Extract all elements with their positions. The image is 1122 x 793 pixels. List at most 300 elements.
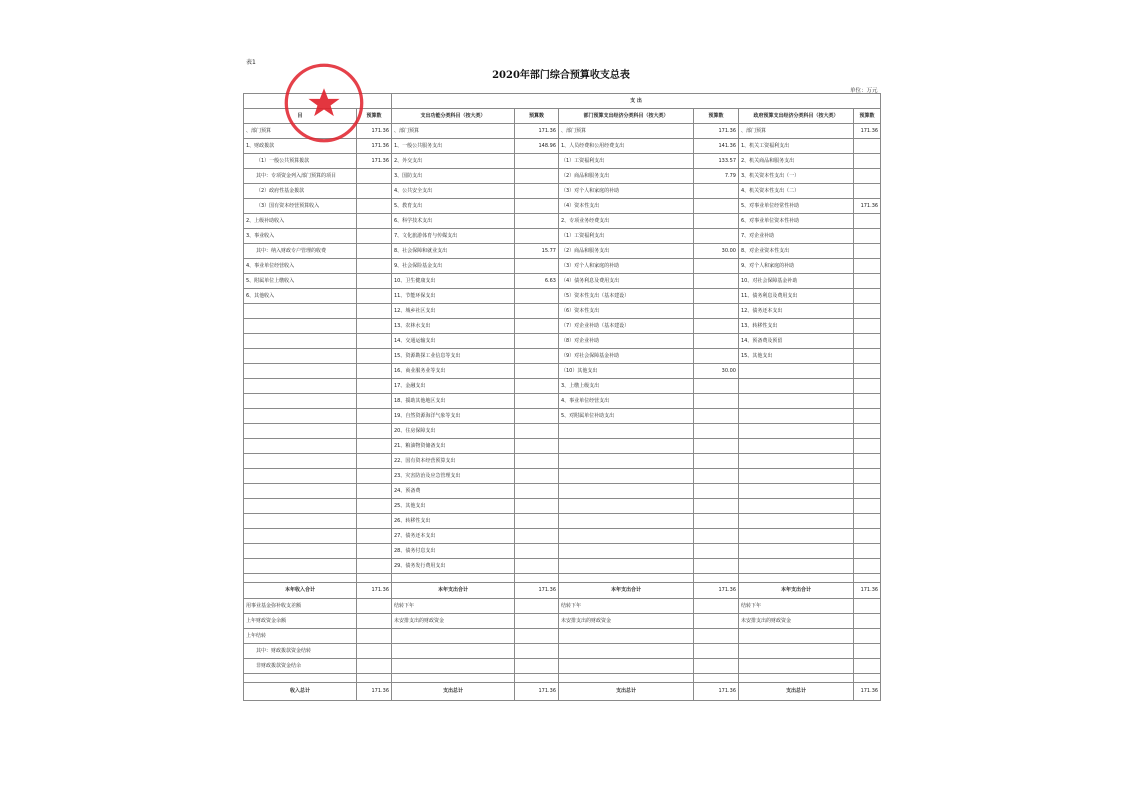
item-cell: 22、国有资本经营预算支出	[392, 454, 515, 469]
amount-cell	[694, 394, 739, 409]
amount-cell	[357, 349, 392, 364]
item-cell	[244, 544, 357, 559]
amount-cell	[515, 469, 559, 484]
amount-cell	[854, 559, 881, 574]
item-cell	[244, 514, 357, 529]
amount-cell	[515, 409, 559, 424]
amount-cell: 171.36	[854, 199, 881, 214]
amount-cell	[515, 169, 559, 184]
item-cell: 25、其他支出	[392, 499, 515, 514]
amount-cell	[357, 379, 392, 394]
item-cell: 5、附属单位上缴收入	[244, 274, 357, 289]
item-cell: 6、对事业单位资本性补助	[739, 214, 854, 229]
item-cell: 未安排支出的财政资金	[392, 614, 515, 629]
amount-cell	[357, 199, 392, 214]
amount-cell	[694, 559, 739, 574]
item-cell: （6）资本性支出	[559, 304, 694, 319]
amount-cell: 7.79	[694, 169, 739, 184]
item-cell: （3）对个人和家庭的补助	[559, 259, 694, 274]
item-cell: （7）对企业补助（基本建设）	[559, 319, 694, 334]
table-row	[244, 259, 881, 274]
table-row	[244, 599, 881, 614]
empty-cell	[739, 574, 854, 583]
item-cell	[244, 529, 357, 544]
amount-cell	[515, 454, 559, 469]
table-row	[244, 629, 881, 644]
table-row	[244, 184, 881, 199]
item-cell	[739, 424, 854, 439]
item-cell: 用事业基金弥补收支差额	[244, 599, 357, 614]
amount-cell	[515, 259, 559, 274]
amount-cell	[357, 499, 392, 514]
item-cell: 15、其他支出	[739, 349, 854, 364]
item-cell	[392, 659, 515, 674]
item-cell: （3）国有资本经营预算收入	[244, 199, 357, 214]
item-cell	[739, 379, 854, 394]
amount-cell	[357, 304, 392, 319]
item-cell: 上年结转	[244, 629, 357, 644]
unit-label: 单位：万元	[850, 88, 878, 94]
item-cell	[244, 469, 357, 484]
item-cell: 9、对个人和家庭的补助	[739, 259, 854, 274]
item-cell: 2、外交支出	[392, 154, 515, 169]
item-cell	[739, 439, 854, 454]
item-cell: 其中：专项资金列入部门预算的项目	[244, 169, 357, 184]
item-cell: 其中：财政拨款资金结转	[244, 644, 357, 659]
amount-cell	[515, 599, 559, 614]
amount-cell	[515, 379, 559, 394]
item-cell: 20、住房保障支出	[392, 424, 515, 439]
expenditure-total-label: 支出总计	[739, 683, 854, 701]
item-cell: 16、商业服务业等支出	[392, 364, 515, 379]
amount-cell	[854, 289, 881, 304]
amount-cell	[854, 659, 881, 674]
empty-cell	[515, 674, 559, 683]
item-cell: 1、人员经费和公用经费支出	[559, 139, 694, 154]
item-cell: 3、事业收入	[244, 229, 357, 244]
table-row	[244, 364, 881, 379]
item-cell	[739, 659, 854, 674]
item-cell: （10）其他支出	[559, 364, 694, 379]
page-title: 2020年部门综合预算收支总表	[492, 70, 630, 81]
amount-cell	[515, 439, 559, 454]
table-row	[244, 409, 881, 424]
amount-cell	[694, 529, 739, 544]
item-cell: 4、公共安全支出	[392, 184, 515, 199]
item-cell	[739, 394, 854, 409]
item-cell: 6、其他收入	[244, 289, 357, 304]
amount-cell	[515, 659, 559, 674]
amount-cell	[854, 469, 881, 484]
amount-cell	[694, 289, 739, 304]
expenditure-subtotal-value: 171.36	[694, 583, 739, 599]
item-cell: 24、预备费	[392, 484, 515, 499]
amount-cell	[854, 379, 881, 394]
amount-cell: 171.36	[357, 154, 392, 169]
empty-cell	[392, 574, 515, 583]
item-cell	[559, 514, 694, 529]
item-cell: 10、卫生健康支出	[392, 274, 515, 289]
item-cell	[559, 484, 694, 499]
amount-cell	[854, 304, 881, 319]
table-row	[244, 614, 881, 629]
amount-cell	[357, 544, 392, 559]
item-cell	[739, 644, 854, 659]
item-cell: 11、节能环保支出	[392, 289, 515, 304]
amount-cell	[357, 229, 392, 244]
amount-cell	[854, 454, 881, 469]
income-subtotal-value: 171.36	[357, 583, 392, 599]
amount-cell: 30.00	[694, 244, 739, 259]
item-cell: 6、科学技术支出	[392, 214, 515, 229]
item-cell: 9、社会保险基金支出	[392, 259, 515, 274]
amount-cell: 133.57	[694, 154, 739, 169]
item-cell: 21、粮油物资储备支出	[392, 439, 515, 454]
item-cell: （1）一般公共预算拨款	[244, 154, 357, 169]
item-cell	[739, 514, 854, 529]
item-cell: （1）工资福利支出	[559, 229, 694, 244]
empty-cell	[357, 574, 392, 583]
item-cell: （5）资本性支出（基本建设）	[559, 289, 694, 304]
item-cell: 29、债务发行费用支出	[392, 559, 515, 574]
item-cell: 未安排支出的财政资金	[739, 614, 854, 629]
item-cell	[392, 644, 515, 659]
table-row	[244, 274, 881, 289]
empty-cell	[244, 574, 357, 583]
item-cell: 2、上级补助收入	[244, 214, 357, 229]
amount-cell	[357, 439, 392, 454]
table-row	[244, 289, 881, 304]
item-cell	[739, 409, 854, 424]
item-cell: 1、一般公共服务支出	[392, 139, 515, 154]
amount-cell	[357, 319, 392, 334]
amount-cell	[515, 499, 559, 514]
item-cell: 2、专项业务经费支出	[559, 214, 694, 229]
income-total-value: 171.36	[357, 683, 392, 701]
item-cell: 15、资源勘探工业信息等支出	[392, 349, 515, 364]
amount-cell	[854, 529, 881, 544]
item-cell	[559, 644, 694, 659]
item-cell	[244, 364, 357, 379]
amount-cell	[694, 454, 739, 469]
item-cell: （9）对社会保障基金补助	[559, 349, 694, 364]
item-cell: （2）政府性基金拨款	[244, 184, 357, 199]
amount-cell	[357, 529, 392, 544]
amount-cell	[357, 259, 392, 274]
amount-cell	[357, 244, 392, 259]
amount-cell	[694, 599, 739, 614]
item-cell	[244, 559, 357, 574]
amount-cell	[854, 139, 881, 154]
empty-cell	[357, 674, 392, 683]
item-cell: 、部门预算	[559, 124, 694, 139]
item-cell	[559, 559, 694, 574]
amount-cell	[854, 499, 881, 514]
item-cell: （4）债务利息及费用支出	[559, 274, 694, 289]
amount-cell: 171.36	[515, 124, 559, 139]
item-cell: 结转下年	[392, 599, 515, 614]
table-row	[244, 154, 881, 169]
item-cell	[244, 334, 357, 349]
table-row	[244, 644, 881, 659]
amount-cell	[694, 544, 739, 559]
item-cell	[739, 484, 854, 499]
table-row	[244, 529, 881, 544]
item-cell: 7、文化旅游体育与传媒支出	[392, 229, 515, 244]
table-row	[244, 334, 881, 349]
item-cell: 26、转移性支出	[392, 514, 515, 529]
amount-cell	[854, 334, 881, 349]
column-header: 预算数	[515, 109, 559, 124]
item-cell: 4、机关资本性支出（二）	[739, 184, 854, 199]
amount-cell	[694, 439, 739, 454]
item-cell: 1、机关工资福利支出	[739, 139, 854, 154]
amount-cell	[515, 529, 559, 544]
empty-cell	[854, 674, 881, 683]
item-cell	[244, 319, 357, 334]
item-cell: 7、对企业补助	[739, 229, 854, 244]
item-cell	[244, 484, 357, 499]
amount-cell	[357, 424, 392, 439]
amount-cell	[694, 214, 739, 229]
item-cell: 11、债务利息及费用支出	[739, 289, 854, 304]
amount-cell	[854, 154, 881, 169]
item-cell: 、部门预算	[244, 124, 357, 139]
amount-cell	[357, 409, 392, 424]
item-cell	[244, 349, 357, 364]
table-row	[244, 349, 881, 364]
amount-cell	[854, 169, 881, 184]
table-row	[244, 304, 881, 319]
empty-cell	[694, 574, 739, 583]
item-cell: 18、援助其他地区支出	[392, 394, 515, 409]
expenditure-total-label: 支出总计	[392, 683, 515, 701]
empty-cell	[244, 674, 357, 683]
amount-cell	[854, 349, 881, 364]
amount-cell	[515, 424, 559, 439]
item-cell	[739, 454, 854, 469]
income-subtotal-label: 本年收入合计	[244, 583, 357, 599]
item-cell	[244, 424, 357, 439]
table-row	[244, 379, 881, 394]
amount-cell	[515, 364, 559, 379]
empty-cell	[694, 674, 739, 683]
expenditure-subtotal-value: 171.36	[515, 583, 559, 599]
amount-cell	[694, 259, 739, 274]
amount-cell	[694, 514, 739, 529]
item-cell	[559, 529, 694, 544]
amount-cell	[854, 409, 881, 424]
item-cell: （2）商品和服务支出	[559, 244, 694, 259]
item-cell: 2、机关商品和服务支出	[739, 154, 854, 169]
item-cell	[244, 379, 357, 394]
item-cell: 5、对事业单位经常性补助	[739, 199, 854, 214]
table-row	[244, 424, 881, 439]
amount-cell	[694, 319, 739, 334]
budget-summary-table	[243, 93, 881, 701]
amount-cell: 30.00	[694, 364, 739, 379]
amount-cell	[357, 394, 392, 409]
amount-cell	[357, 659, 392, 674]
header-expenditure-group: 支 出	[392, 94, 881, 109]
amount-cell	[515, 154, 559, 169]
item-cell	[559, 544, 694, 559]
amount-cell	[515, 349, 559, 364]
amount-cell	[694, 274, 739, 289]
table-row	[244, 454, 881, 469]
item-cell: 19、自然资源海洋气象等支出	[392, 409, 515, 424]
item-cell	[392, 629, 515, 644]
item-cell: 12、债务还本支出	[739, 304, 854, 319]
table-row	[244, 394, 881, 409]
item-cell: 23、灾害防治及应急管理支出	[392, 469, 515, 484]
item-cell	[244, 394, 357, 409]
amount-cell	[515, 214, 559, 229]
amount-cell	[694, 334, 739, 349]
table-row	[244, 169, 881, 184]
amount-cell	[694, 409, 739, 424]
item-cell: 14、交通运输支出	[392, 334, 515, 349]
column-header: 预算数	[854, 109, 881, 124]
amount-cell	[694, 499, 739, 514]
amount-cell	[694, 469, 739, 484]
amount-cell	[694, 199, 739, 214]
column-header: 目	[244, 109, 357, 124]
item-cell	[559, 629, 694, 644]
item-cell: 3、国防支出	[392, 169, 515, 184]
amount-cell	[515, 514, 559, 529]
item-cell: 、部门预算	[739, 124, 854, 139]
amount-cell	[357, 454, 392, 469]
item-cell: 4、事业单位经营支出	[559, 394, 694, 409]
amount-cell: 171.36	[357, 124, 392, 139]
amount-cell: 141.36	[694, 139, 739, 154]
total-row	[244, 683, 881, 701]
amount-cell	[854, 184, 881, 199]
item-cell: 4、事业单位经营收入	[244, 259, 357, 274]
empty-cell	[392, 674, 515, 683]
expenditure-subtotal-label: 本年支出合计	[559, 583, 694, 599]
amount-cell: 171.36	[357, 139, 392, 154]
income-total-label: 收入总计	[244, 683, 357, 701]
item-cell: 17、金融支出	[392, 379, 515, 394]
item-cell	[739, 559, 854, 574]
amount-cell	[694, 349, 739, 364]
amount-cell	[515, 199, 559, 214]
item-cell: 1、财政拨款	[244, 139, 357, 154]
amount-cell	[515, 629, 559, 644]
item-cell: 其中：纳入财政专户管理的收费	[244, 244, 357, 259]
amount-cell	[854, 364, 881, 379]
expenditure-subtotal-label: 本年支出合计	[739, 583, 854, 599]
item-cell	[559, 659, 694, 674]
amount-cell	[357, 599, 392, 614]
amount-cell: 6.63	[515, 274, 559, 289]
expenditure-total-value: 171.36	[515, 683, 559, 701]
item-cell: 上年财政资金余额	[244, 614, 357, 629]
item-cell	[739, 499, 854, 514]
item-cell	[559, 454, 694, 469]
item-cell: 8、对企业资本性支出	[739, 244, 854, 259]
table-row	[244, 659, 881, 674]
item-cell	[739, 544, 854, 559]
amount-cell	[854, 259, 881, 274]
amount-cell	[854, 629, 881, 644]
item-cell: 10、对社会保障基金补助	[739, 274, 854, 289]
item-cell: 非财政拨款资金结余	[244, 659, 357, 674]
item-cell: 、部门预算	[392, 124, 515, 139]
amount-cell	[854, 439, 881, 454]
table-row	[244, 439, 881, 454]
amount-cell	[515, 184, 559, 199]
amount-cell	[357, 214, 392, 229]
amount-cell	[854, 214, 881, 229]
table-row	[244, 214, 881, 229]
amount-cell: 148.96	[515, 139, 559, 154]
amount-cell	[694, 379, 739, 394]
item-cell: 13、农林水支出	[392, 319, 515, 334]
item-cell: （2）商品和服务支出	[559, 169, 694, 184]
amount-cell	[854, 599, 881, 614]
amount-cell	[694, 484, 739, 499]
item-cell: 未安排支出的财政资金	[559, 614, 694, 629]
empty-cell	[559, 574, 694, 583]
table-row	[244, 514, 881, 529]
amount-cell	[854, 644, 881, 659]
amount-cell	[694, 659, 739, 674]
amount-cell: 171.36	[854, 124, 881, 139]
item-cell: 12、城乡社区支出	[392, 304, 515, 319]
amount-cell	[357, 484, 392, 499]
amount-cell	[854, 614, 881, 629]
amount-cell	[357, 274, 392, 289]
item-cell: 5、对附属单位补助支出	[559, 409, 694, 424]
spacer-row	[244, 674, 881, 683]
amount-cell	[854, 319, 881, 334]
amount-cell	[357, 644, 392, 659]
column-header: 预算数	[694, 109, 739, 124]
amount-cell	[515, 394, 559, 409]
amount-cell	[694, 184, 739, 199]
empty-cell	[559, 674, 694, 683]
summary-row	[244, 583, 881, 599]
item-cell	[244, 454, 357, 469]
item-cell: （8）对企业补助	[559, 334, 694, 349]
table-row	[244, 244, 881, 259]
column-header: 支出功能分类科目（按大类）	[392, 109, 515, 124]
amount-cell	[694, 629, 739, 644]
expenditure-total-label: 支出总计	[559, 683, 694, 701]
amount-cell	[515, 644, 559, 659]
amount-cell	[694, 614, 739, 629]
amount-cell	[854, 244, 881, 259]
amount-cell	[357, 614, 392, 629]
item-cell	[244, 439, 357, 454]
item-cell	[739, 529, 854, 544]
amount-cell	[694, 304, 739, 319]
amount-cell	[357, 334, 392, 349]
amount-cell	[694, 424, 739, 439]
item-cell: 13、转移性支出	[739, 319, 854, 334]
item-cell: （3）对个人和家庭的补助	[559, 184, 694, 199]
amount-cell	[515, 334, 559, 349]
amount-cell	[854, 229, 881, 244]
expenditure-total-value: 171.36	[854, 683, 881, 701]
item-cell	[244, 499, 357, 514]
amount-cell	[854, 424, 881, 439]
item-cell	[559, 499, 694, 514]
item-cell: 结转下年	[739, 599, 854, 614]
